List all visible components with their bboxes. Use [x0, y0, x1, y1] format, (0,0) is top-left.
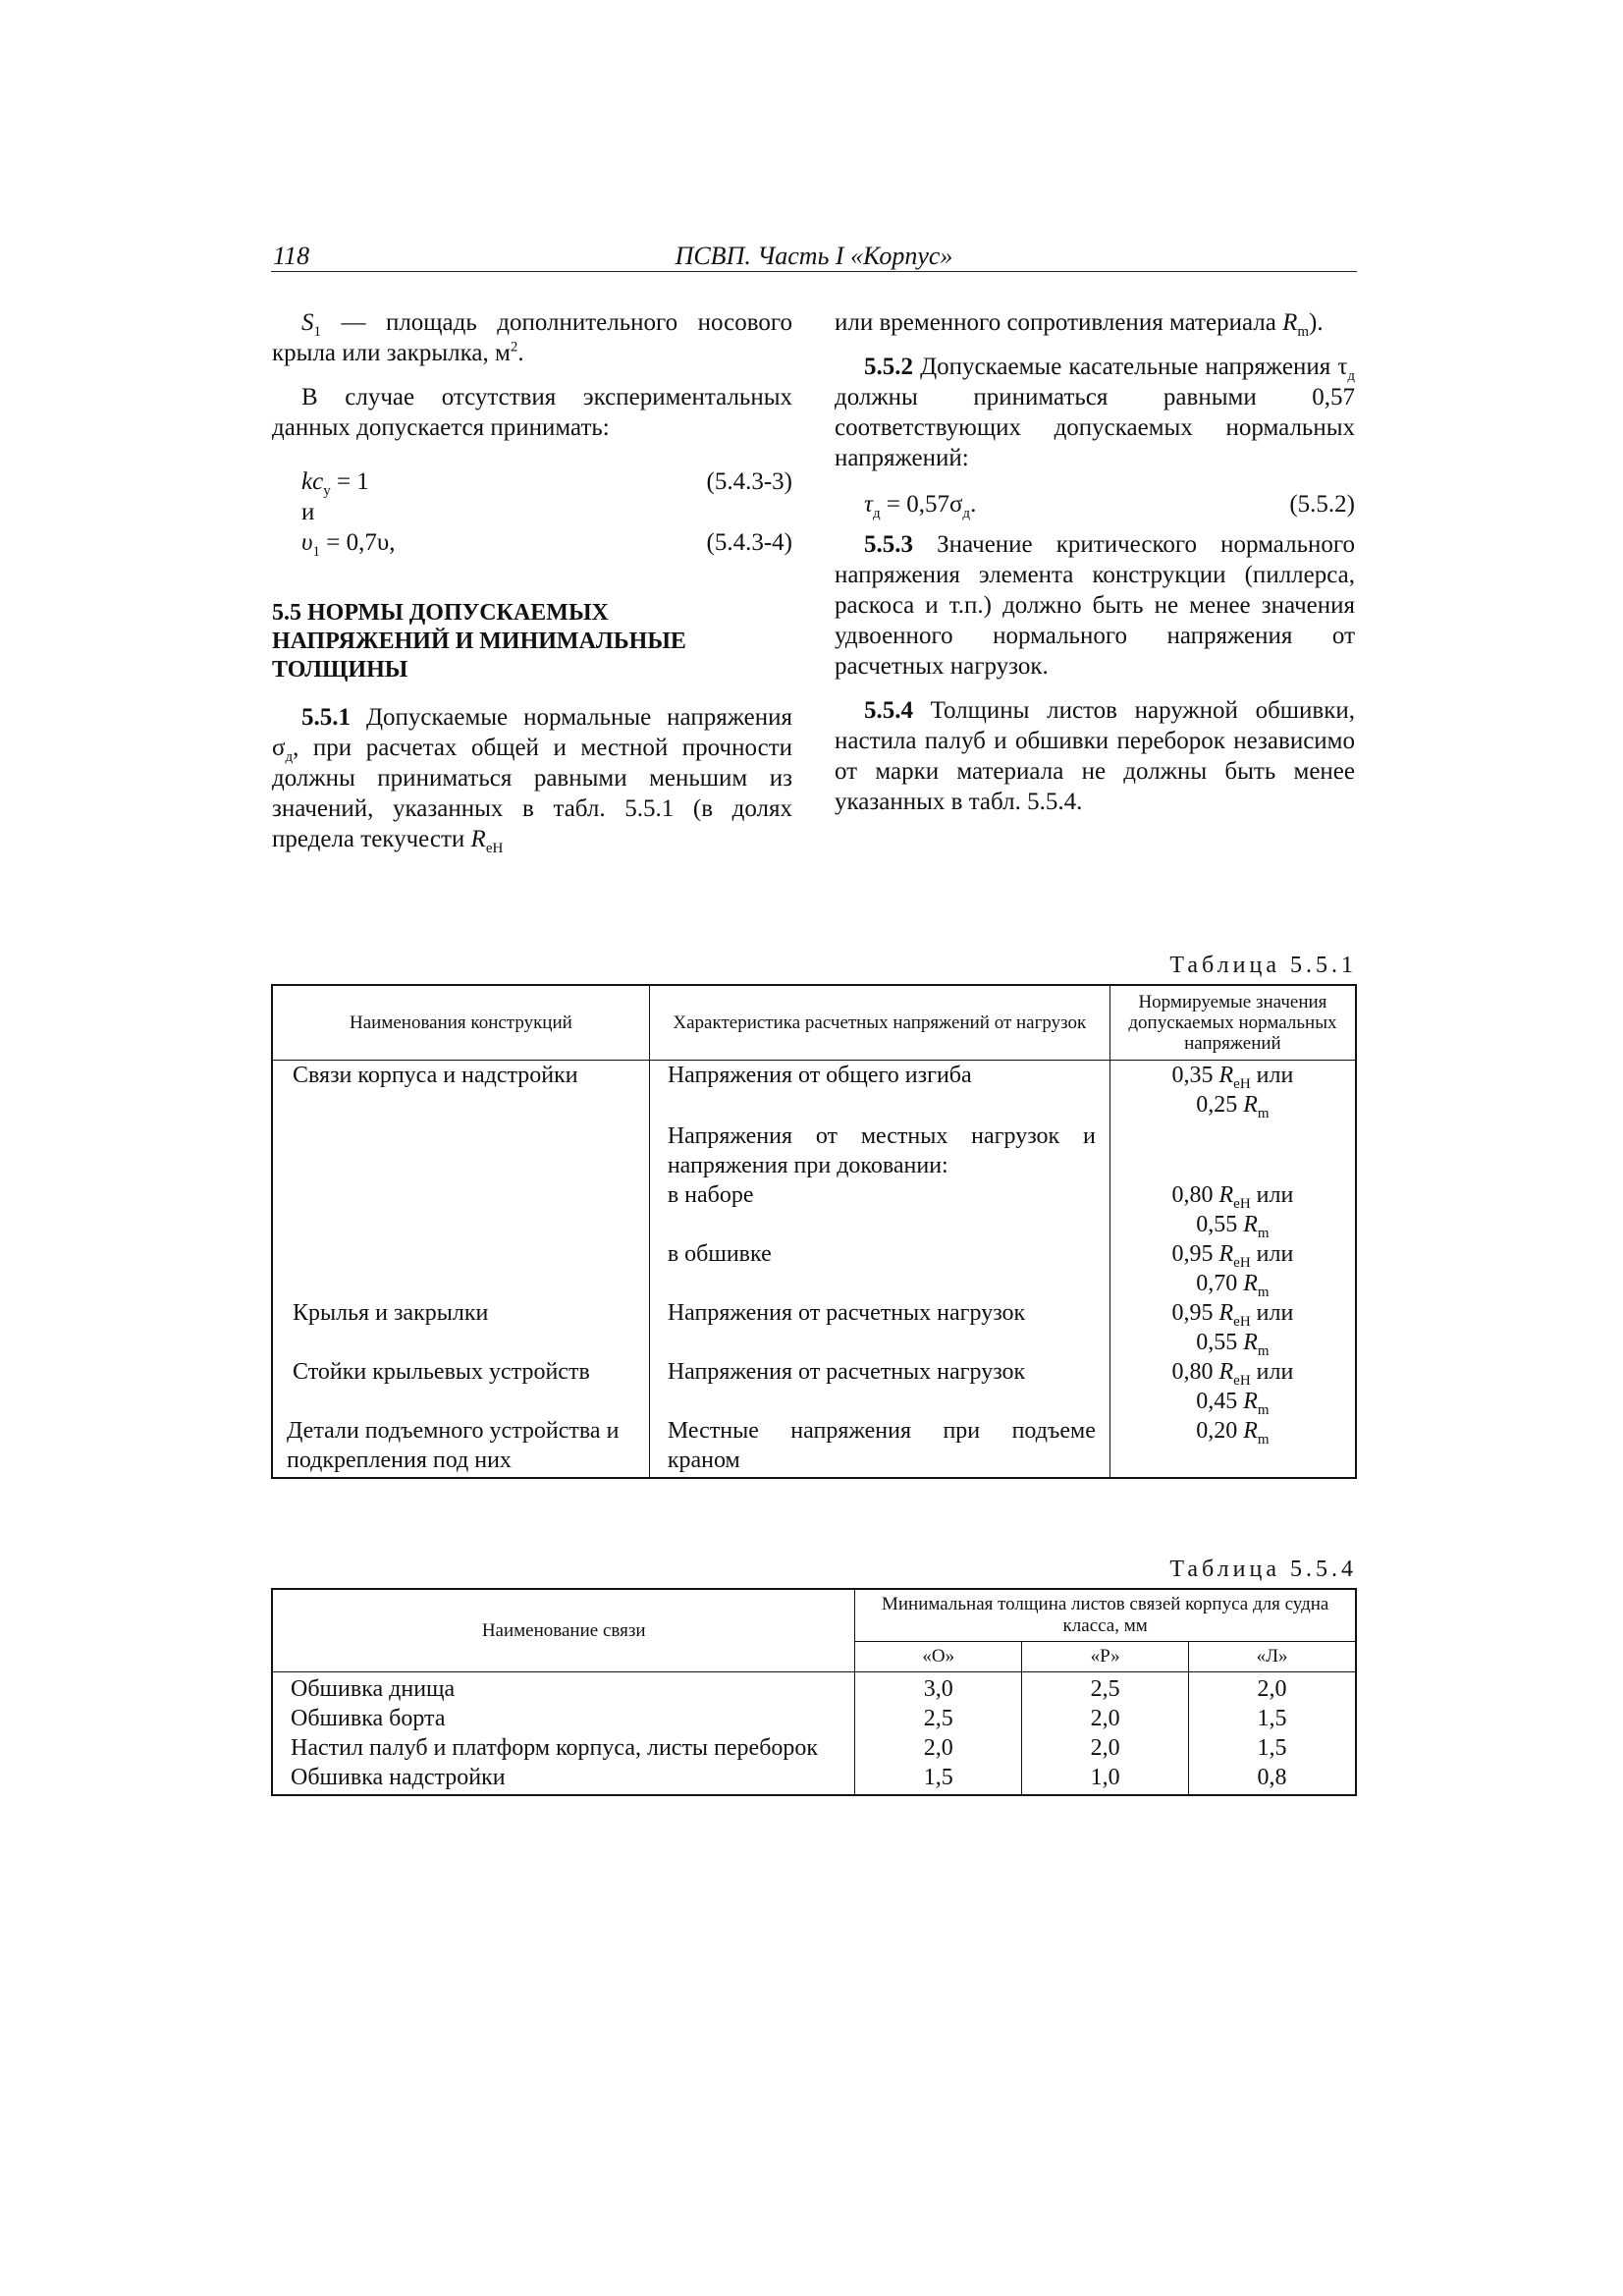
- table-row: в обшивке 0,95 $R_{eH}$ или 0,70 $R_m$: [272, 1239, 1356, 1298]
- class-header: «Л»: [1189, 1642, 1356, 1672]
- running-title: ПСВП. Часть I «Корпус»: [675, 242, 953, 270]
- formula-number: (5.4.3-3): [706, 468, 792, 495]
- right-column: [835, 307, 1355, 817]
- page-number: 118: [273, 242, 310, 270]
- class-header: «Р»: [1022, 1642, 1189, 1672]
- conjunction: и: [301, 499, 315, 525]
- table-row: Обшивка днища 3,0 2,5 2,0: [272, 1672, 1356, 1705]
- table-row: Обшивка надстройки 1,5 1,0 0,8: [272, 1763, 1356, 1795]
- s1-definition: $S_1$ — площадь дополнительного носового крыла или закрылка, $м^2$.: [272, 309, 792, 366]
- formula-number: (5.4.3-4): [706, 529, 792, 556]
- table-header: Наименования конструкций: [272, 985, 649, 1061]
- table-row: Обшивка борта 2,5 2,0 1,5: [272, 1704, 1356, 1733]
- continuation-paragraph: или временного сопротивления материала $R_m$).: [835, 309, 1324, 340]
- table-header: Минимальная толщина листов связей корпуса для судна класса, мм: [855, 1589, 1356, 1642]
- table-row: Стойки крыльевых устройств Напряжения от расчетных нагрузок 0,80 $R_{eH}$ или 0,45 $R_m$: [272, 1357, 1356, 1416]
- paragraph-5-5-1: 5.5.1 Допускаемые нормальные напряжения $\sigma_д$, при расчетах общей и местной прочности должны приниматься равными меньшим из значений, указанных в табл. 5.5.1 (в долях предела текучести $R_{eH}$: [272, 704, 792, 856]
- paragraph-5-5-3: 5.5.3 Значение критического нормального напряжения элемента конструкции (пиллерса, раскоса и т.п.) должно быть не менее значения удвоенного нормального напряжения от расчетных нагрузок.: [835, 531, 1355, 680]
- paragraph-5-5-2: 5.5.2 Допускаемые касательные напряжения $\tau_д$ должны приниматься равными 0,57 соответствующих допускаемых нормальных напряжений:: [835, 354, 1355, 471]
- formula-5-4-3-3: $kc_y = 1$ (5.4.3-3): [301, 468, 792, 499]
- table-554: [271, 1588, 1357, 1796]
- class-header: «О»: [855, 1642, 1022, 1672]
- formula-number: (5.5.2): [1289, 491, 1355, 518]
- table-row: Связи корпуса и надстройки Напряжения от общего изгиба 0,35 $R_{eH}$ или 0,25 $R_m$: [272, 1061, 1356, 1121]
- table-row: Крылья и закрылки Напряжения от расчетных нагрузок 0,95 $R_{eH}$ или 0,55 $R_m$: [272, 1298, 1356, 1357]
- table-551-caption: Таблица 5.5.1: [1169, 953, 1357, 978]
- paragraph-5-5-4: 5.5.4 Толщины листов наружной обшивки, настила палуб и обшивки переборок независимо от марки материала не должны быть менее указанных в табл. 5.5.4.: [835, 697, 1355, 815]
- absence-paragraph: В случае отсутствия экспериментальных данных допускается принимать:: [272, 384, 792, 441]
- table-row: в наборе 0,80 $R_{eH}$ или 0,55 $R_m$: [272, 1180, 1356, 1239]
- table-header: Характеристика расчетных напряжений от нагрузок: [649, 985, 1109, 1061]
- table-554-caption: Таблица 5.5.4: [1169, 1557, 1357, 1582]
- table-551: [271, 984, 1357, 1479]
- table-row: Детали подъемного устройства и подкрепления под них Местные напряжения при подъеме краном 0,20 $R_m$: [272, 1416, 1356, 1478]
- left-column: [272, 307, 792, 854]
- table-row: Настил палуб и платформ корпуса, листы переборок 2,0 2,0 1,5: [272, 1733, 1356, 1763]
- table-header: Наименование связи: [272, 1589, 855, 1672]
- section-heading: 5.5 НОРМЫ ДОПУСКАЕМЫХ НАПРЯЖЕНИЙ И МИНИМАЛЬНЫЕ ТОЛЩИНЫ: [272, 600, 686, 683]
- formula-5-5-2: $\tau_д = 0,57\sigma_д$. (5.5.2): [864, 491, 1355, 521]
- table-header: Нормируемые значения допускаемых нормальных напряжений: [1109, 985, 1356, 1061]
- running-head: [271, 242, 1357, 272]
- formula-5-4-3-4: $\upsilon_1 = 0,7\upsilon$, (5.4.3-4): [301, 529, 792, 560]
- table-row: Напряжения от местных нагрузок и напряжения при доковании:: [272, 1120, 1356, 1180]
